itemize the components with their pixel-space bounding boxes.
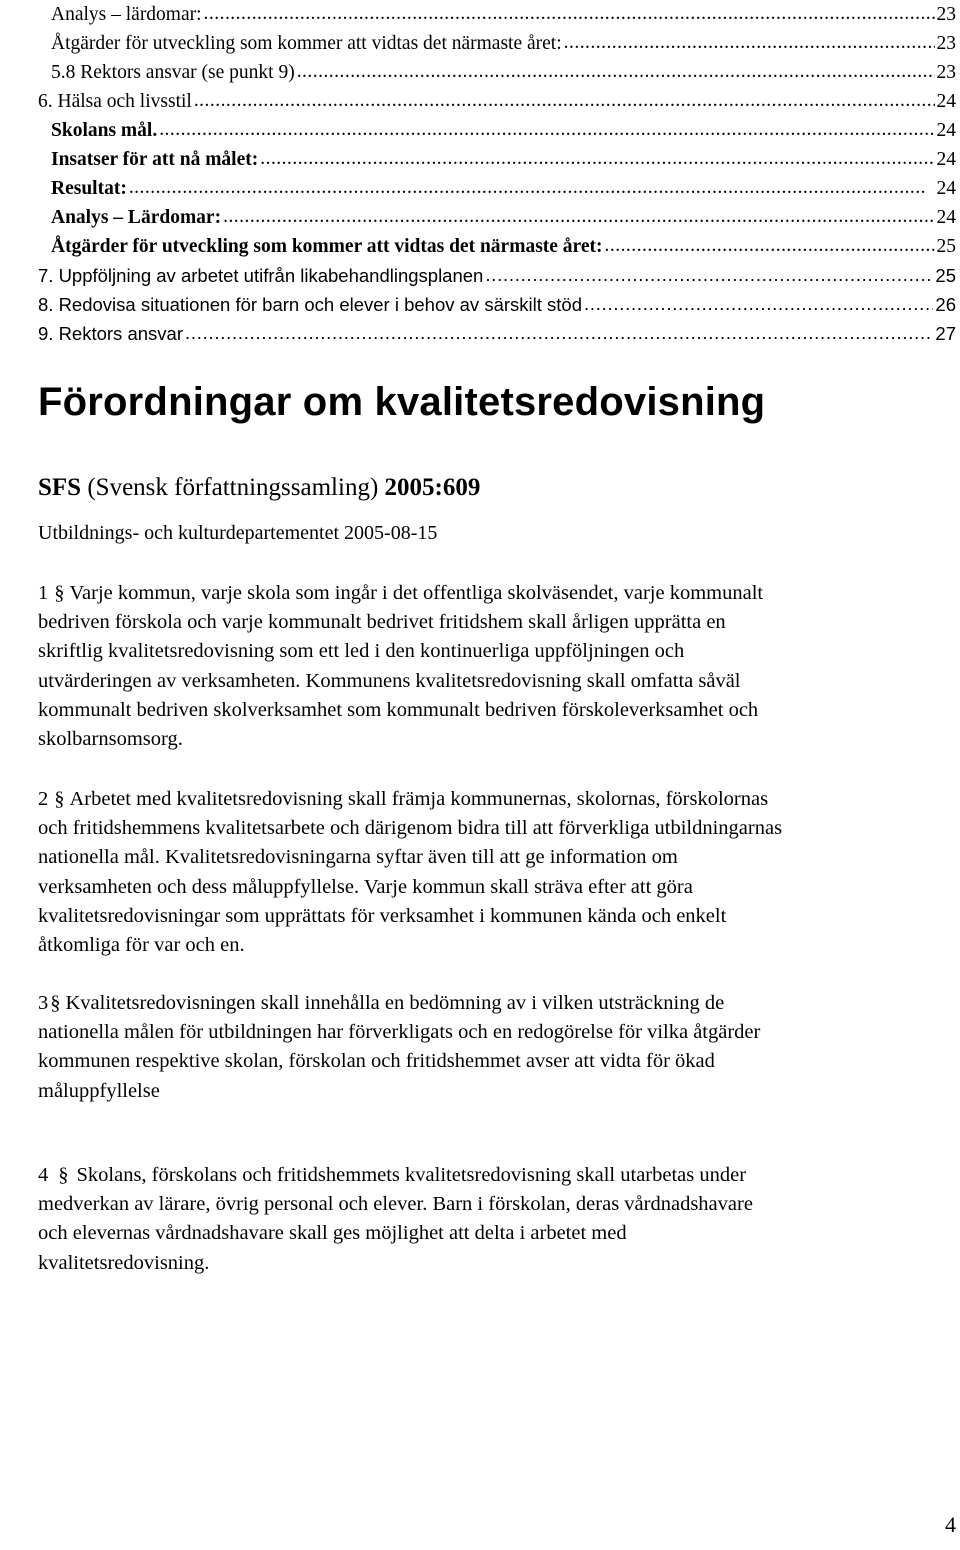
- paragraph-line: skolbarnsomsorg.: [38, 728, 183, 751]
- toc-entry-text: 6. Hälsa och livsstil: [38, 91, 192, 112]
- toc-entry[interactable]: [38, 203, 956, 232]
- toc-page-number: 24: [936, 207, 956, 228]
- toc-page-number: 23: [936, 4, 956, 25]
- paragraph-line: Kvalitetsredovisningen skall innehålla en bedömning av i vilken utsträckning de: [65, 992, 725, 1014]
- toc-entry[interactable]: [38, 116, 956, 145]
- toc-entry-text: 7. Uppföljning av arbetet utifrån likabehandlingsplanen: [38, 265, 484, 286]
- toc-page-number: 24: [936, 91, 956, 112]
- paragraph-line: kommunalt bedriven skolverksamhet som kommunalt bedriven förskoleverksamhet och: [38, 698, 759, 721]
- toc-entry[interactable]: [38, 290, 956, 319]
- toc-page-number: 24: [936, 120, 956, 141]
- toc-entry[interactable]: [38, 261, 956, 290]
- section-heading: Förordningar om kvalitetsredovisning: [38, 380, 766, 424]
- toc-entry[interactable]: [38, 232, 956, 261]
- table-of-contents: [38, 0, 956, 348]
- toc-entry-text: Insatser för att nå målet:: [51, 149, 259, 170]
- paragraph-number: 3: [38, 992, 49, 1014]
- section-sign: §: [50, 992, 61, 1014]
- toc-page-number: 25: [935, 265, 956, 286]
- paragraph-1: [38, 579, 958, 754]
- sfs-reference: [38, 474, 480, 502]
- paragraph-line: kvalitetsredovisningar som upprättats för verksamhet i kommunen kända och enkelt: [38, 904, 727, 927]
- toc-entry-text: Analys – Lärdomar:: [51, 207, 222, 228]
- paragraph-line: skriftlig kvalitetsredovisning som ett led i den kontinuerliga uppföljningen och: [38, 640, 685, 663]
- paragraph-line: och fritidshemmens kvalitetsarbete och därigenom bidra till att förverkliga utbildningarnas: [38, 817, 783, 840]
- sfs-description: (Svensk författningssamling): [87, 474, 379, 501]
- page-number: 4: [945, 1512, 956, 1537]
- paragraph-line: verksamheten och dess måluppfyllelse. Varje kommun skall sträva efter att göra: [38, 875, 693, 898]
- paragraph-line: åtkomliga för var och en.: [38, 934, 245, 957]
- department-date: Utbildnings- och kulturdepartementet 2005-08-15: [38, 522, 438, 544]
- toc-page-number: 24: [936, 178, 956, 199]
- toc-entry-text: Analys – lärdomar:: [51, 4, 202, 25]
- toc-page-number: 23: [936, 62, 956, 83]
- toc-entry-text: Åtgärder för utveckling som kommer att vidtas det närmaste året:: [51, 236, 603, 257]
- toc-page-number: 26: [935, 294, 956, 315]
- paragraph-2: [38, 785, 958, 960]
- paragraph-3: [38, 989, 958, 1106]
- paragraph-number: 1: [38, 582, 49, 604]
- section-sign: §: [54, 582, 65, 604]
- paragraph-number: 4: [38, 1164, 49, 1186]
- paragraph-line: medverkan av lärare, övrig personal och elever. Barn i förskolan, deras vårdnadshavare: [38, 1193, 753, 1216]
- paragraph-number: 2: [38, 788, 49, 810]
- toc-entry[interactable]: [38, 87, 956, 116]
- paragraph-line: nationella mål. Kvalitetsredovisningarna syftar även till att ge information om: [38, 846, 678, 869]
- toc-entry[interactable]: [38, 145, 956, 174]
- paragraph-line: och elevernas vårdnadshavare skall ges möjlighet att delta i arbetet med: [38, 1222, 627, 1245]
- paragraph-line: utvärderingen av verksamheten. Kommunens kvalitetsredovisning skall omfatta såväl: [38, 669, 741, 692]
- paragraph-4: [38, 1161, 958, 1278]
- toc-entry-text: Skolans mål.: [51, 120, 158, 141]
- section-sign: §: [54, 788, 65, 810]
- toc-entry-text: 9. Rektors ansvar: [38, 323, 183, 344]
- toc-page-number: 23: [936, 33, 956, 54]
- toc-entry-text: Resultat:: [51, 178, 127, 199]
- toc-page-number: 24: [936, 149, 956, 170]
- section-sign: §: [58, 1164, 69, 1186]
- sfs-prefix: SFS: [38, 474, 82, 501]
- toc-entry[interactable]: [38, 58, 956, 87]
- sfs-number: 2005:609: [384, 474, 481, 501]
- paragraph-line: nationella målen för utbildningen har förverkligats och en redogörelse för vilka åtgärder: [38, 1021, 761, 1044]
- paragraph-line: kommunen respektive skolan, förskolan och fritidshemmet avser att vidta för ökad: [38, 1050, 715, 1073]
- paragraph-line: Skolans, förskolans och fritidshemmets kvalitetsredovisning skall utarbetas under: [76, 1164, 747, 1186]
- toc-entry-text: Åtgärder för utveckling som kommer att vidtas det närmaste året:: [51, 33, 562, 54]
- paragraph-line: Varje kommun, varje skola som ingår i det offentliga skolväsendet, varje kommunalt: [69, 582, 764, 604]
- toc-page-number: 25: [936, 236, 956, 257]
- paragraph-line: Arbetet med kvalitetsredovisning skall främja kommunernas, skolornas, förskolornas: [69, 788, 769, 810]
- toc-entry[interactable]: [38, 29, 956, 58]
- paragraph-line: måluppfyllelse: [38, 1079, 160, 1102]
- paragraph-line: bedriven förskola och varje kommunalt bedrivet fritidshem skall årligen upprätta en: [38, 611, 726, 634]
- toc-page-number: 27: [935, 323, 956, 344]
- toc-entry[interactable]: [38, 174, 956, 203]
- paragraph-line: kvalitetsredovisning.: [38, 1251, 210, 1274]
- toc-entry-text: 8. Redovisa situationen för barn och elever i behov av särskilt stöd: [38, 294, 582, 315]
- toc-entry-text: 5.8 Rektors ansvar (se punkt 9): [51, 62, 295, 83]
- toc-entry[interactable]: [38, 0, 956, 29]
- toc-entry[interactable]: [38, 319, 956, 348]
